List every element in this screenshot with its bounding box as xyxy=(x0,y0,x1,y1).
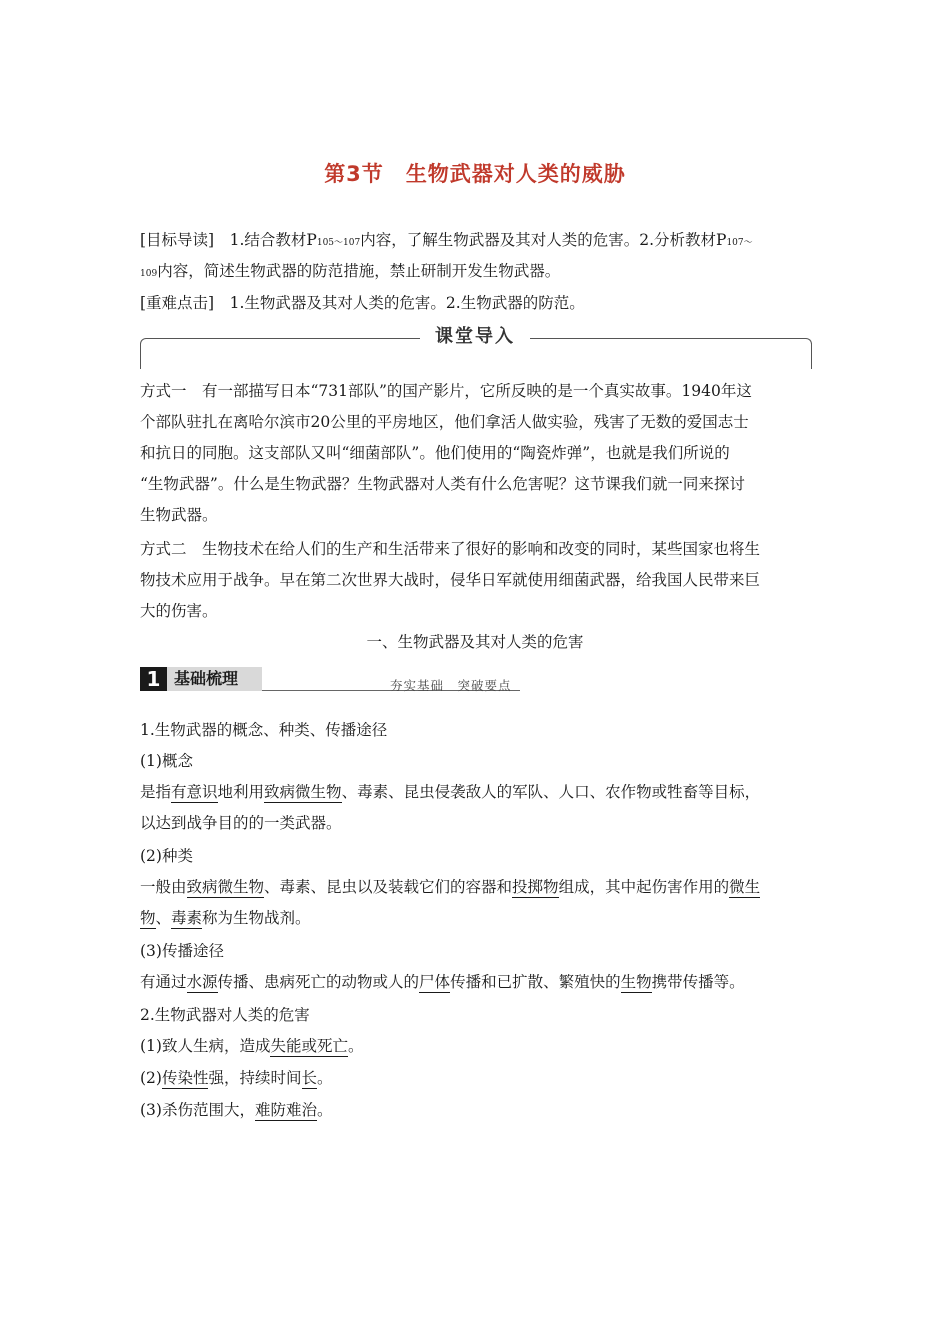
blank-answer: 致病微生物 xyxy=(186,878,265,896)
blank-answer: 投掷物 xyxy=(512,878,559,896)
blank-answer: 毒素 xyxy=(171,909,203,927)
intro-line: 方式二 生物技术在给人们的生产和生活带来了很好的影响和改变的同时，某些国家也将生 xyxy=(140,540,761,558)
transmission-line: 有通过水源传播、患病死亡的动物或人的尸体传播和已扩散、繁殖快的生物携带传播等。 xyxy=(140,973,745,991)
kinds-line-1: 一般由致病微生物、毒素、昆虫以及装载它们的容器和投掷物组成，其中起伤害作用的微生 xyxy=(140,878,761,896)
key-points: [重难点击] 1.生物武器及其对人类的危害。2.生物武器的防范。 xyxy=(140,294,585,312)
intro-line: 物技术应用于战争。早在第二次世界大战时，侵华日军就使用细菌武器，给我国人民带来巨 xyxy=(140,571,761,589)
badge-label: 基础梳理 xyxy=(174,669,239,688)
intro-line: 生物武器。 xyxy=(140,506,218,524)
concept-line-1: 是指有意识地利用致病微生物、毒素、昆虫侵袭敌人的军队、人口、农作物或牲畜等目标， xyxy=(140,783,761,801)
blank-answer: 致病微生物 xyxy=(264,783,342,801)
blank-answer: 生物 xyxy=(620,973,652,991)
intro-line: 方式一 有一部描写日本“731部队”的国产影片，它所反映的是一个真实故事。1940年这 xyxy=(140,382,752,400)
blank-answer: 失能或死亡 xyxy=(270,1037,348,1055)
intro-line: 大的伤害。 xyxy=(140,602,218,620)
blank-answer: 物 xyxy=(140,909,156,927)
blank-answer: 微生 xyxy=(729,878,761,896)
intro-line: 和抗日的同胞。这支部队又叫“细菌部队”。他们使用的“陶瓷炸弹”，也就是我们所说的 xyxy=(140,444,730,462)
heading-2: 2.生物武器对人类的危害 xyxy=(140,1006,310,1024)
harm-line-2: (2)传染性强，持续时间长。 xyxy=(140,1069,333,1087)
goals-line-2: 109内容，简述生物武器的防范措施，禁止研制开发生物武器。 xyxy=(140,262,561,280)
concept-line-2: 以达到战争目的的一类武器。 xyxy=(140,814,342,832)
blank-answer: 长 xyxy=(301,1069,318,1087)
blank-answer: 尸体 xyxy=(419,973,451,991)
concept-label: (1)概念 xyxy=(140,752,193,770)
intro-heading: 课堂导入 xyxy=(420,322,530,348)
kinds-line-2: 物、毒素称为生物战剂。 xyxy=(140,909,311,927)
intro-line: “生物武器”。什么是生物武器？生物武器对人类有什么危害呢？这节课我们就一同来探讨 xyxy=(140,475,745,493)
section-name: 生物武器对人类的威胁 xyxy=(405,162,626,186)
badge-number: 1 xyxy=(140,667,167,691)
kinds-label: (2)种类 xyxy=(140,847,193,865)
harm-line-3: (3)杀伤范围大，难防难治。 xyxy=(140,1101,333,1119)
heading-1: 1.生物武器的概念、种类、传播途径 xyxy=(140,721,388,739)
section-heading: 一、生物武器及其对人类的危害 xyxy=(366,633,584,651)
blank-answer: 有意识 xyxy=(171,783,218,801)
harm-line-1: (1)致人生病，造成失能或死亡。 xyxy=(140,1037,364,1055)
goals-line-1: [目标导读] 1.结合教材P105～107内容，了解生物武器及其对人类的危害。2.分析教材P107～ xyxy=(140,231,753,249)
page-title xyxy=(0,158,950,188)
blank-answer: 传染性 xyxy=(161,1069,209,1087)
section-number: 第3节 xyxy=(324,162,384,186)
intro-line: 个部队驻扎在离哈尔滨市20公里的平房地区，他们拿活人做实验，残害了无数的爱国志士 xyxy=(140,413,749,431)
badge-subtitle: 夯实基础 突破要点 xyxy=(390,678,512,693)
transmission-label: (3)传播途径 xyxy=(140,942,224,960)
blank-answer: 难防难治 xyxy=(254,1101,317,1119)
blank-answer: 水源 xyxy=(186,973,218,991)
